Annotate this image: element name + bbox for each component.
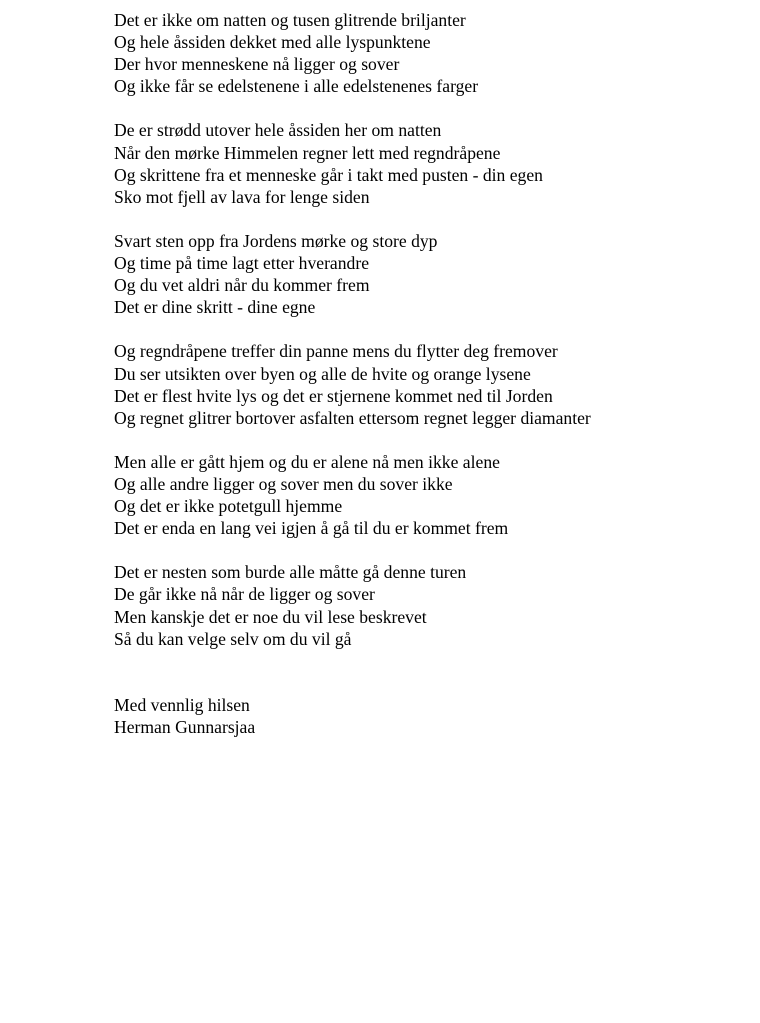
- document-page: [114, 9, 754, 738]
- stanza-3: [114, 230, 754, 318]
- poem-line: Men alle er gått hjem og du er alene nå men ikke alene: [114, 451, 500, 472]
- poem-line: Svart sten opp fra Jordens mørke og store dyp: [114, 230, 438, 251]
- poem-line: Det er nesten som burde alle måtte gå denne turen: [114, 562, 467, 583]
- stanza-6: [114, 561, 754, 649]
- stanza-1: [114, 9, 754, 97]
- poem-line: Det er flest hvite lys og det er stjernene kommet ned til Jorden: [114, 385, 553, 406]
- poem-line: De er strødd utover hele åssiden her om natten: [114, 120, 442, 141]
- author-name: Herman Gunnarsjaa: [114, 717, 256, 737]
- poem-line: De går ikke nå når de ligger og sover: [114, 584, 375, 605]
- stanza-5: [114, 451, 754, 539]
- poem-line: Sko mot fjell av lava for lenge siden: [114, 186, 370, 207]
- poem-line: Det er enda en lang vei igjen å gå til du er kommet frem: [114, 518, 509, 539]
- poem-line: Og hele åssiden dekket med alle lyspunktene: [114, 32, 431, 53]
- poem-line: Og regnet glitrer bortover asfalten ettersom regnet legger diamanter: [114, 407, 591, 428]
- poem-line: Du ser utsikten over byen og alle de hvite og orange lysene: [114, 363, 531, 384]
- poem-line: Og time på time lagt etter hverandre: [114, 253, 370, 274]
- poem-line: Og alle andre ligger og sover men du sover ikke: [114, 473, 453, 494]
- poem-line: Det er dine skritt - dine egne: [114, 297, 316, 318]
- poem-line: Men kanskje det er noe du vil lese beskrevet: [114, 606, 427, 627]
- poem-line: Og ikke får se edelstenene i alle edelstenenes farger: [114, 76, 479, 97]
- poem-line: Så du kan velge selv om du vil gå: [114, 628, 352, 649]
- poem-line: Og det er ikke potetgull hjemme: [114, 496, 343, 517]
- stanza-4: [114, 340, 754, 428]
- closing-greeting: Med vennlig hilsen: [114, 694, 250, 715]
- poem-line: Der hvor menneskene nå ligger og sover: [114, 54, 400, 75]
- poem-line: Og regndråpene treffer din panne mens du flytter deg fremover: [114, 341, 558, 362]
- poem-line: Når den mørke Himmelen regner lett med regndråpene: [114, 142, 501, 163]
- poem-line: Og du vet aldri når du kommer frem: [114, 275, 370, 296]
- signature-block: [114, 694, 754, 738]
- poem-line: Det er ikke om natten og tusen glitrende briljanter: [114, 10, 466, 30]
- stanza-2: [114, 119, 754, 207]
- poem-line: Og skrittene fra et menneske går i takt med pusten - din egen: [114, 164, 543, 185]
